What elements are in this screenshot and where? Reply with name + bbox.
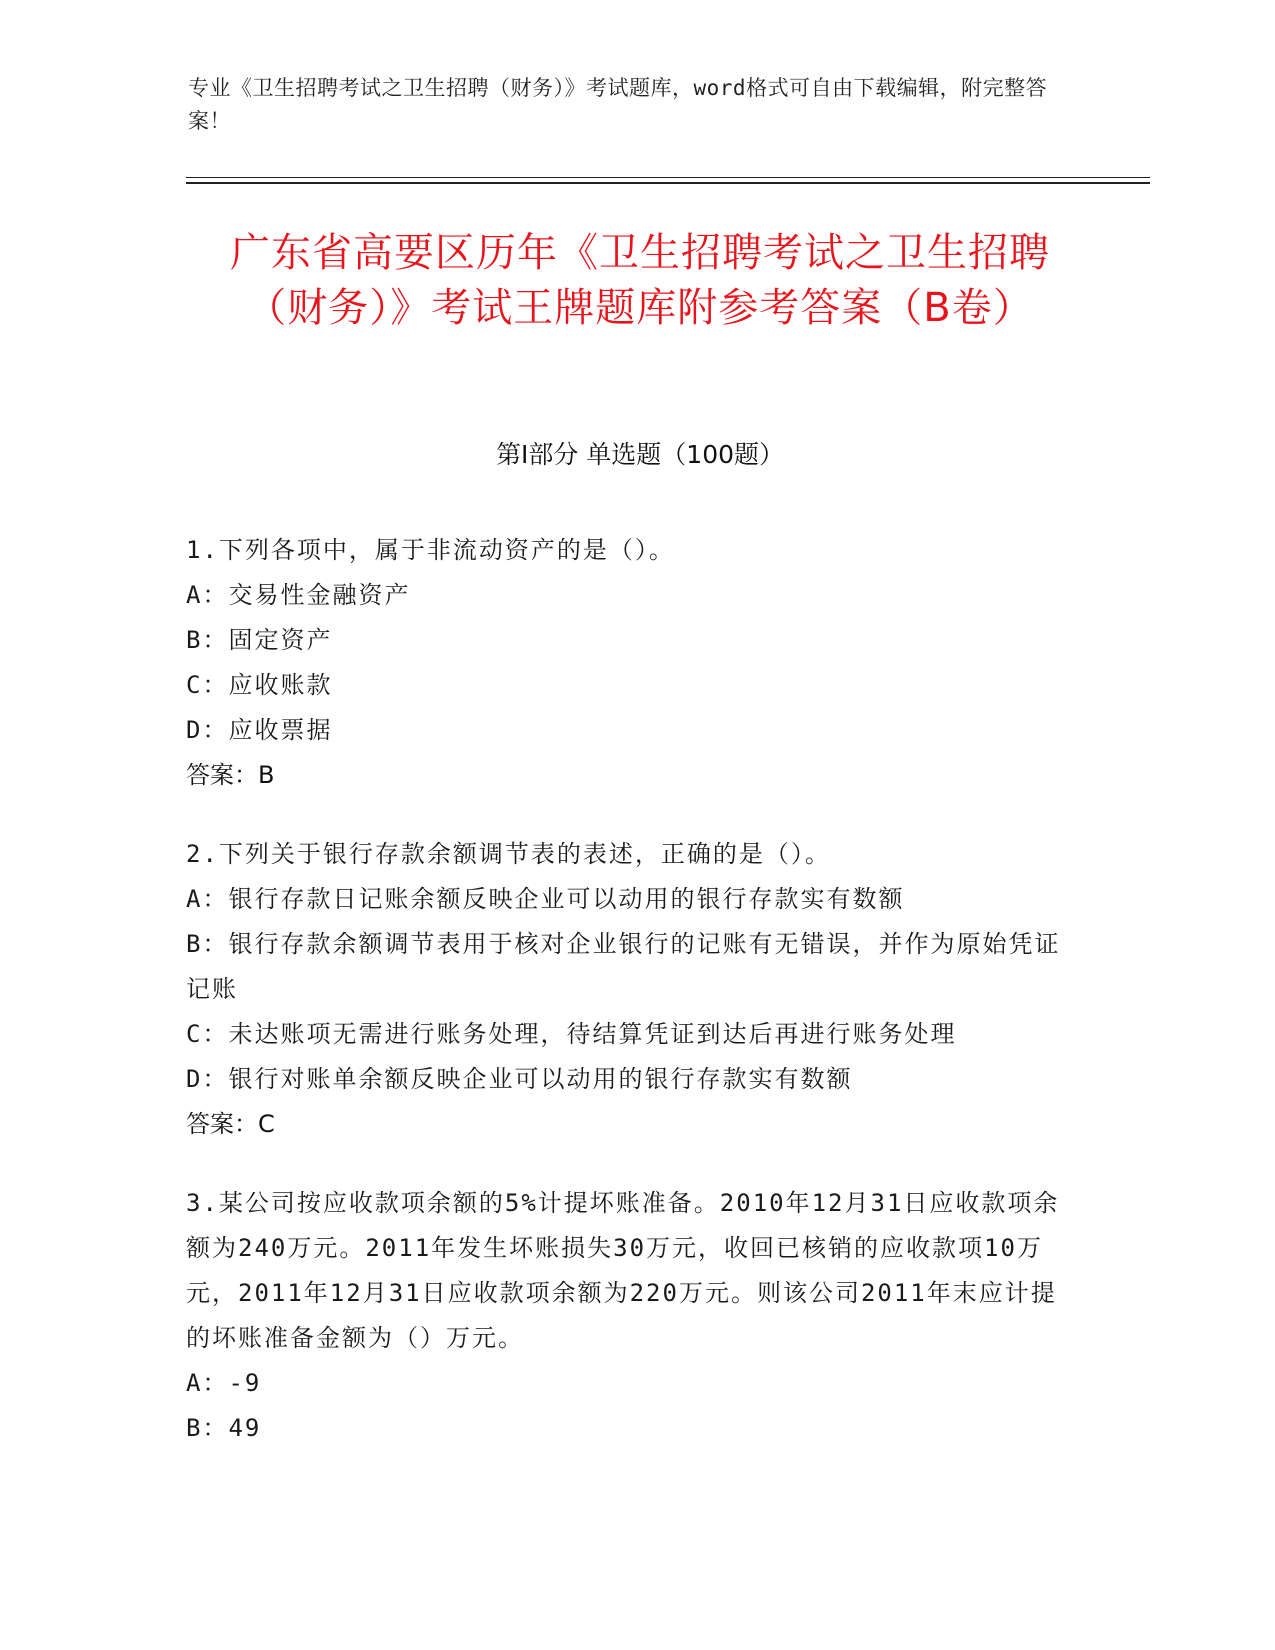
option-b: B：固定资产 [186,626,333,654]
section-title: 第Ⅰ部分 单选题（100题） [495,440,785,469]
question-1 [186,528,1081,798]
option-b: B：银行存款余额调节表用于核对企业银行的记账有无错误，并作为原始凭证记账 [186,930,1061,1003]
option-d: D：应收票据 [186,716,333,744]
question-stem: 2.下列关于银行存款余额调节表的表述，正确的是（）。 [186,840,831,868]
option-c: C：未达账项无需进行账务处理，待结算凭证到达后再进行账务处理 [186,1020,957,1048]
option-a: A：交易性金融资产 [186,581,411,609]
option-b: B：49 [186,1414,262,1442]
header-divider-thick [186,182,1150,184]
option-a: A：-9 [186,1369,262,1397]
answer: 答案：C [186,1110,275,1138]
header-divider-thin [186,177,1150,178]
question-stem: 1.下列各项中，属于非流动资产的是（）。 [186,536,675,564]
option-a: A：银行存款日记账余额反映企业可以动用的银行存款实有数额 [186,885,905,913]
option-d: D：银行对账单余额反映企业可以动用的银行存款实有数额 [186,1065,853,1093]
answer: 答案：B [186,761,275,789]
header-note: 专业《卫生招聘考试之卫生招聘（财务）》考试题库，word格式可自由下载编辑，附完整答案！ [188,76,1048,133]
question-list [186,528,1081,1485]
question-3 [186,1181,1081,1451]
question-2 [186,832,1081,1147]
question-stem: 3.某公司按应收款项余额的5%计提坏账准备。2010年12月31日应收款项余额为240万元。2011年发生坏账损失30万元，收回已核销的应收款项10万元，2011年12月31日应收款项余额为220万元。则该公司2011年末应计提的坏账准备金额为（）万元。 [186,1189,1060,1352]
option-c: C：应收账款 [186,671,333,699]
document-title: 广东省高要区历年《卫生招聘考试之卫生招聘（财务）》考试王牌题库附参考答案（B卷） [230,230,1050,331]
